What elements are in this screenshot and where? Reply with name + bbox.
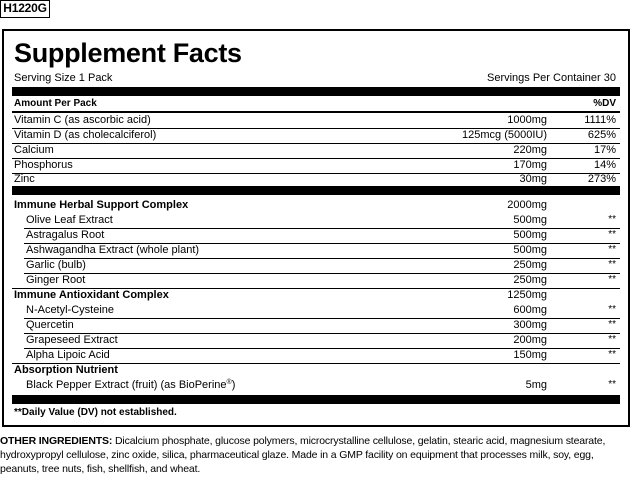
ingredient-dv: ** (608, 319, 616, 330)
ingredient-amount: 500mg (513, 214, 547, 226)
ingredient-amount: 250mg (513, 259, 547, 271)
ingredient-row (26, 318, 616, 333)
ingredient-dv: ** (608, 229, 616, 240)
thick-divider (12, 87, 620, 96)
ingredient-name: Astragalus Root (26, 229, 105, 241)
ingredient-amount: 300mg (513, 319, 547, 331)
ingredient-amount: 500mg (513, 229, 547, 241)
nutrient-row (14, 172, 616, 187)
ingredient-row (26, 333, 616, 348)
ingredient-dv: ** (608, 259, 616, 270)
complex-amount: 2000mg (507, 199, 547, 211)
nutrient-amount: 30mg (519, 173, 547, 185)
absorption-name: Absorption Nutrient (14, 364, 118, 376)
nutrient-name: Phosphorus (14, 159, 73, 171)
dv-label: %DV (593, 98, 616, 109)
nutrient-name: Vitamin C (as ascorbic acid) (14, 114, 151, 126)
nutrient-name: Vitamin D (as cholecalciferol) (14, 129, 157, 141)
ingredient-dv: ** (608, 379, 616, 390)
table-header (14, 97, 616, 111)
registered-mark: ® (226, 379, 232, 386)
ingredient-dv: ** (608, 214, 616, 225)
complex-name: Immune Herbal Support Complex (14, 199, 189, 211)
ingredient-name: Quercetin (26, 319, 74, 331)
ingredient-dv: ** (608, 244, 616, 255)
ingredient-name: Olive Leaf Extract (26, 214, 113, 226)
nutrient-row (14, 113, 616, 128)
ingredient-dv: ** (608, 274, 616, 285)
product-code: H1220G (0, 0, 50, 18)
ingredient-name: N-Acetyl-Cysteine (26, 304, 115, 316)
ingredient-amount: 200mg (513, 334, 547, 346)
ingredient-row (26, 378, 616, 393)
serving-size: Serving Size 1 Pack (14, 72, 113, 84)
ingredient-amount: 5mg (525, 379, 547, 391)
amount-per-pack-label: Amount Per Pack (14, 98, 97, 109)
nutrient-amount: 125mcg (5000IU) (462, 129, 547, 141)
thick-divider (12, 186, 620, 195)
panel-title: Supplement Facts (14, 38, 242, 68)
nutrient-amount: 170mg (513, 159, 547, 171)
ingredient-name: Grapeseed Extract (26, 334, 118, 346)
nutrient-dv: 17% (593, 144, 616, 156)
servings-per-container: Servings Per Container 30 (486, 72, 616, 84)
ingredient-amount: 600mg (513, 304, 547, 316)
other-ingredients-text: Dicalcium phosphate, glucose polymers, microcrystalline cellulose, gelatin, stearic acid, magnesium stearate, hydroxypropyl cellulose, zinc oxide, silica, pharmaceutical glaze. Made in a GMP facility on equipment that processes milk, soy, egg, peanuts, tree nuts, fish, shellfish, and wheat. (0, 435, 606, 475)
ingredient-name: Ginger Root (26, 274, 86, 286)
ingredient-amount: 250mg (513, 274, 547, 286)
ingredient-row (26, 273, 616, 288)
ingredient-dv: ** (608, 304, 616, 315)
complex-name: Immune Antioxidant Complex (14, 289, 169, 301)
supplement-facts-panel (2, 29, 630, 427)
nutrient-dv: 273% (587, 173, 616, 185)
ingredient-row (26, 243, 616, 258)
other-ingredients (0, 434, 631, 476)
ingredient-row (26, 228, 616, 243)
ingredient-row (26, 258, 616, 273)
ingredient-row (26, 348, 616, 363)
other-ingredients-label: OTHER INGREDIENTS: (0, 435, 113, 447)
nutrient-amount: 1000mg (507, 114, 547, 126)
thick-divider (12, 395, 620, 404)
nutrient-amount: 220mg (513, 144, 547, 156)
nutrient-dv: 625% (587, 129, 616, 141)
absorption-nutrient-row (14, 363, 616, 378)
antioxidant-complex-row (14, 288, 616, 303)
ingredient-name: Black Pepper Extract (fruit) (as BioPerine®) (26, 379, 236, 391)
herbal-complex-row (14, 198, 616, 213)
ingredient-name: Ashwagandha Extract (whole plant) (26, 244, 200, 256)
nutrient-row (14, 158, 616, 173)
nutrient-name: Calcium (14, 144, 54, 156)
nutrient-dv: 1111% (584, 114, 616, 126)
ingredient-dv: ** (608, 349, 616, 360)
ingredient-amount: 150mg (513, 349, 547, 361)
nutrient-name: Zinc (14, 173, 35, 185)
nutrient-row (14, 128, 616, 143)
ingredient-name: Alpha Lipoic Acid (26, 349, 110, 361)
dv-footnote: **Daily Value (DV) not established. (14, 407, 177, 418)
ingredient-amount: 500mg (513, 244, 547, 256)
complex-amount: 1250mg (507, 289, 547, 301)
nutrient-row (14, 143, 616, 158)
nutrient-dv: 14% (593, 159, 616, 171)
ingredient-name: Garlic (bulb) (26, 259, 86, 271)
ingredient-dv: ** (608, 334, 616, 345)
ingredient-row (26, 213, 616, 228)
ingredient-row (26, 303, 616, 318)
